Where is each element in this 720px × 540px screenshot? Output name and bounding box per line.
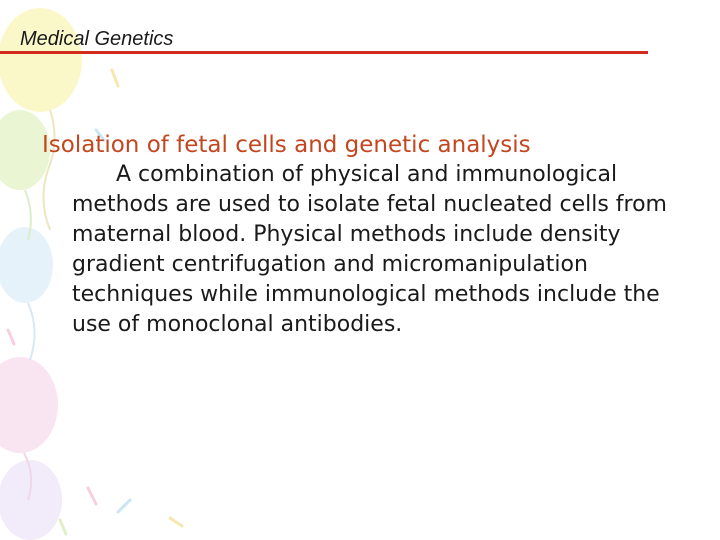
slide-body-text: A combination of physical and immunological methods are used to isolate fetal nucleated cells from maternal blood. Physical methods include density gradient centrifugation and micromanipulation techniques while immunological methods include the use of monoclonal antibodies. (72, 162, 667, 337)
slide-content (42, 130, 692, 340)
header-divider (0, 51, 648, 54)
slide-heading: Isolation of fetal cells and genetic analysis (42, 132, 531, 158)
balloon-yellow-icon (0, 8, 82, 112)
balloon-pink-icon (0, 357, 58, 453)
slide-header-title: Medical Genetics (20, 28, 174, 50)
